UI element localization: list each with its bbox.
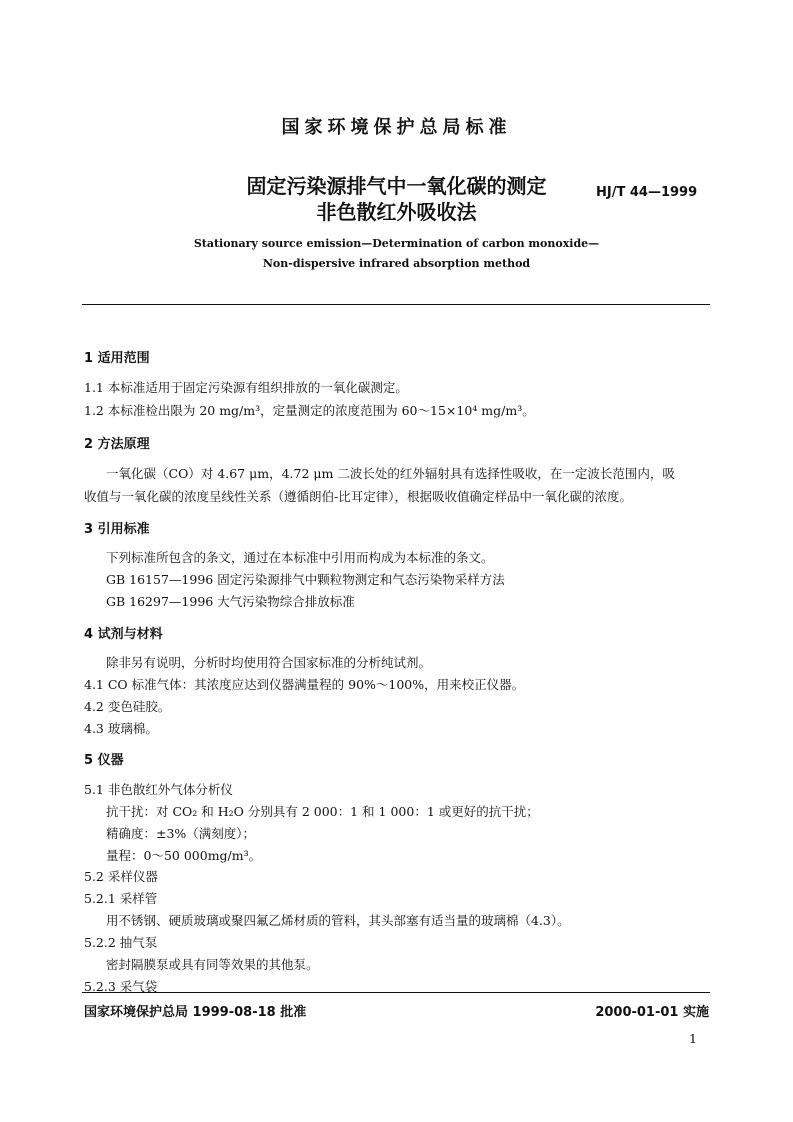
body-text-line: 密封隔膜泵或具有同等效果的其他泵。 <box>106 957 319 972</box>
body-text-line: 1.2 本标准检出限为 20 mg/m³，定量测定的浓度范围为 60～15×10⁴ mg/m³。 <box>84 403 535 418</box>
body-text-line: 5.2.1 采样管 <box>84 891 158 906</box>
body-text-line: 除非另有说明，分析时均使用符合国家标准的分析纯试剂。 <box>106 655 432 670</box>
approval-date: 国家环境保护总局 1999-08-18 批准 <box>84 1005 307 1020</box>
body-text-line: 5.2 采样仪器 <box>84 869 158 884</box>
footer-divider <box>82 992 710 993</box>
section-heading: 3 引用标准 <box>84 522 150 537</box>
body-text-line: 一氧化碳（CO）对 4.67 μm，4.72 μm 二波长处的红外辐射具有选择性吸收，在一定波长范围内，吸 <box>106 466 675 481</box>
body-text-line: 抗干扰：对 CO₂ 和 H₂O 分别具有 2 000：1 和 1 000：1 或更好的抗干扰； <box>106 804 539 819</box>
implementation-date: 2000-01-01 实施 <box>595 1005 709 1020</box>
body-text-line: 下列标准所包含的条文，通过在本标准中引用而构成为本标准的条文。 <box>106 550 494 565</box>
body-text-line: 4.1 CO 标准气体：其浓度应达到仪器满量程的 90%～100%，用来校正仪器。 <box>84 677 525 692</box>
body-text-line: 量程：0～50 000mg/m³。 <box>106 848 262 863</box>
body-text-line: 4.3 玻璃棉。 <box>84 721 158 736</box>
standard-code: HJ/T 44—1999 <box>596 185 698 200</box>
body-text-line: 5.1 非色散红外气体分析仪 <box>84 782 233 797</box>
issuing-agency: 国家环境保护总局标准 <box>281 117 512 138</box>
body-text-line: 5.2.3 采气袋 <box>84 979 158 994</box>
body-text-line: 5.2.2 抽气泵 <box>84 935 158 950</box>
header-divider <box>82 304 710 305</box>
standard-title-line1: 固定污染源排气中一氧化碳的测定 <box>246 174 547 198</box>
body-text-line: 用不锈钢、硬质玻璃或聚四氟乙烯材质的管料，其头部塞有适当量的玻璃棉（4.3）。 <box>106 913 570 928</box>
body-text-line: 精确度：±3%（满刻度）； <box>106 826 256 841</box>
section-heading: 1 适用范围 <box>84 351 150 366</box>
english-title-line1: Stationary source emission—Determination of carbon monoxide— <box>193 237 600 250</box>
section-heading: 4 试剂与材料 <box>84 627 163 642</box>
body-text-line: GB 16157—1996 固定污染源排气中颗粒物测定和气态污染物采样方法 <box>106 572 505 587</box>
body-text-line: 1.1 本标准适用于固定污染源有组织排放的一氧化碳测定。 <box>84 380 408 395</box>
section-heading: 5 仪器 <box>84 753 124 768</box>
body-text-line: 4.2 变色硅胶。 <box>84 699 171 714</box>
standard-title-line2: 非色散红外吸收法 <box>316 200 477 224</box>
page-number: 1 <box>689 1031 697 1046</box>
body-text-line: 收值与一氧化碳的浓度呈线性关系（遵循朗伯-比耳定律），根据吸收值确定样品中一氧化碳的浓度。 <box>84 489 632 504</box>
english-title-line2: Non-dispersive infrared absorption method <box>262 257 531 270</box>
body-text-line: GB 16297—1996 大气污染物综合排放标准 <box>106 594 355 609</box>
section-heading: 2 方法原理 <box>84 437 150 452</box>
